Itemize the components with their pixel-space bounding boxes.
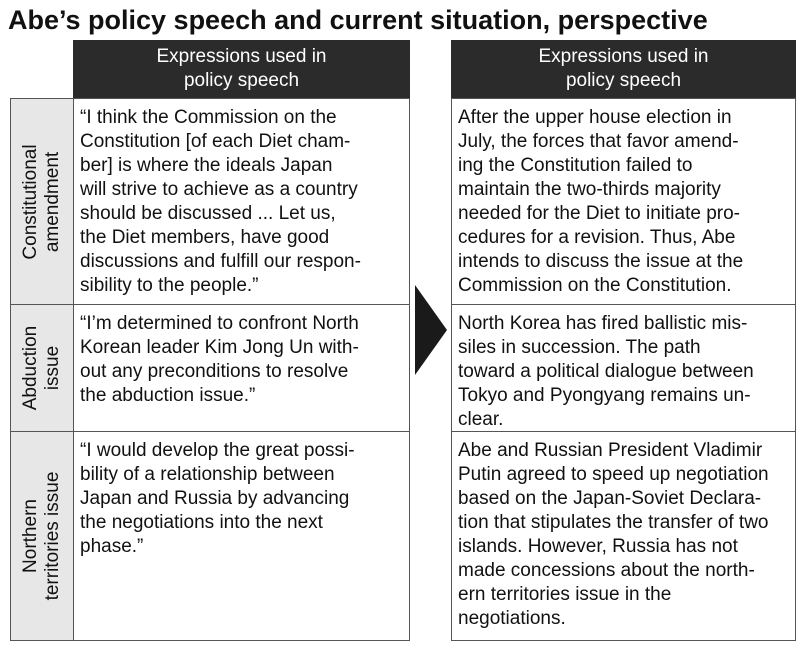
situation-line: toward a political dialogue between xyxy=(458,361,754,382)
right-column-header-line: Expressions used in xyxy=(538,46,709,67)
speech-cell-abduction-issue xyxy=(73,304,410,432)
situation-line: needed for the Diet to initiate pro- xyxy=(458,203,741,224)
speech-line: sibility to the people.” xyxy=(80,275,259,296)
row-label-line: territories issue xyxy=(42,471,63,601)
situation-line: After the upper house election in xyxy=(458,107,732,128)
speech-line: the abduction issue.” xyxy=(80,385,256,406)
speech-line: will strive to achieve as a country xyxy=(80,179,358,200)
right-column-header-line: policy speech xyxy=(565,70,682,91)
speech-line: “I would develop the great possi- xyxy=(80,440,355,461)
left-column-header xyxy=(73,40,410,98)
speech-line: “I think the Commission on the xyxy=(80,107,337,128)
speech-cell-constitutional-amendment xyxy=(73,98,410,305)
row-label-line: Abduction xyxy=(20,325,41,411)
speech-line: Korean leader Kim Jong Un with- xyxy=(80,337,359,358)
situation-cell-constitutional-amendment xyxy=(451,98,796,305)
speech-line: the Diet members, have good xyxy=(80,227,330,248)
situation-line: Abe and Russian President Vladimir xyxy=(458,440,763,461)
left-column-header-line: policy speech xyxy=(183,70,300,91)
speech-line: phase.” xyxy=(80,536,144,557)
speech-line: “I’m determined to confront North xyxy=(80,313,359,334)
speech-line: the negotiations into the next xyxy=(80,512,323,533)
situation-line: ern territories issue in the xyxy=(458,584,672,605)
situation-line: ing the Constitution failed to xyxy=(458,155,693,176)
speech-line: should be discussed ... Let us, xyxy=(80,203,336,224)
situation-line: Tokyo and Pyongyang remains un- xyxy=(458,385,751,406)
chevron-right-arrow-icon xyxy=(415,285,447,375)
situation-line: negotiations. xyxy=(458,608,566,629)
row-label-abduction-issue xyxy=(10,304,73,432)
right-column-header xyxy=(451,40,796,98)
situation-line: Putin agreed to speed up negotiation xyxy=(458,464,769,485)
situation-line: Commission on the Constitution. xyxy=(458,275,732,296)
speech-cell-northern-territories-issue xyxy=(73,431,410,641)
left-column-header-line: Expressions used in xyxy=(156,46,327,67)
speech-line: Japan and Russia by advancing xyxy=(80,488,350,509)
speech-line: ber] is where the ideals Japan xyxy=(80,155,333,176)
situation-line: made concessions about the north- xyxy=(458,560,755,581)
situation-line: North Korea has fired ballistic mis- xyxy=(458,313,748,334)
speech-line: out any preconditions to resolve xyxy=(80,361,349,382)
speech-line: Constitution [of each Diet cham- xyxy=(80,131,351,152)
speech-line: bility of a relationship between xyxy=(80,464,335,485)
row-label-northern-territories-issue xyxy=(10,431,73,641)
situation-line: clear. xyxy=(458,409,504,430)
row-label-line: Northern xyxy=(20,499,41,573)
situation-line: islands. However, Russia has not xyxy=(458,536,738,557)
situation-line: tion that stipulates the transfer of two xyxy=(458,512,769,533)
speech-line: discussions and fulfill our respon- xyxy=(80,251,361,272)
situation-cell-northern-territories-issue xyxy=(451,431,796,641)
page-title: Abe’s policy speech and current situation, perspective xyxy=(8,5,708,35)
situation-line: siles in succession. The path xyxy=(458,337,701,358)
situation-line: based on the Japan-Soviet Declara- xyxy=(458,488,762,509)
situation-line: intends to discuss the issue at the xyxy=(458,251,744,272)
situation-line: cedures for a revision. Thus, Abe xyxy=(458,227,736,248)
situation-line: maintain the two-thirds majority xyxy=(458,179,721,200)
row-label-line: amendment xyxy=(42,151,63,252)
row-label-constitutional-amendment xyxy=(10,98,73,305)
situation-cell-abduction-issue xyxy=(451,304,796,432)
row-label-line: issue xyxy=(42,345,63,391)
situation-line: July, the forces that favor amend- xyxy=(458,131,739,152)
row-label-line: Constitutional xyxy=(20,143,41,260)
